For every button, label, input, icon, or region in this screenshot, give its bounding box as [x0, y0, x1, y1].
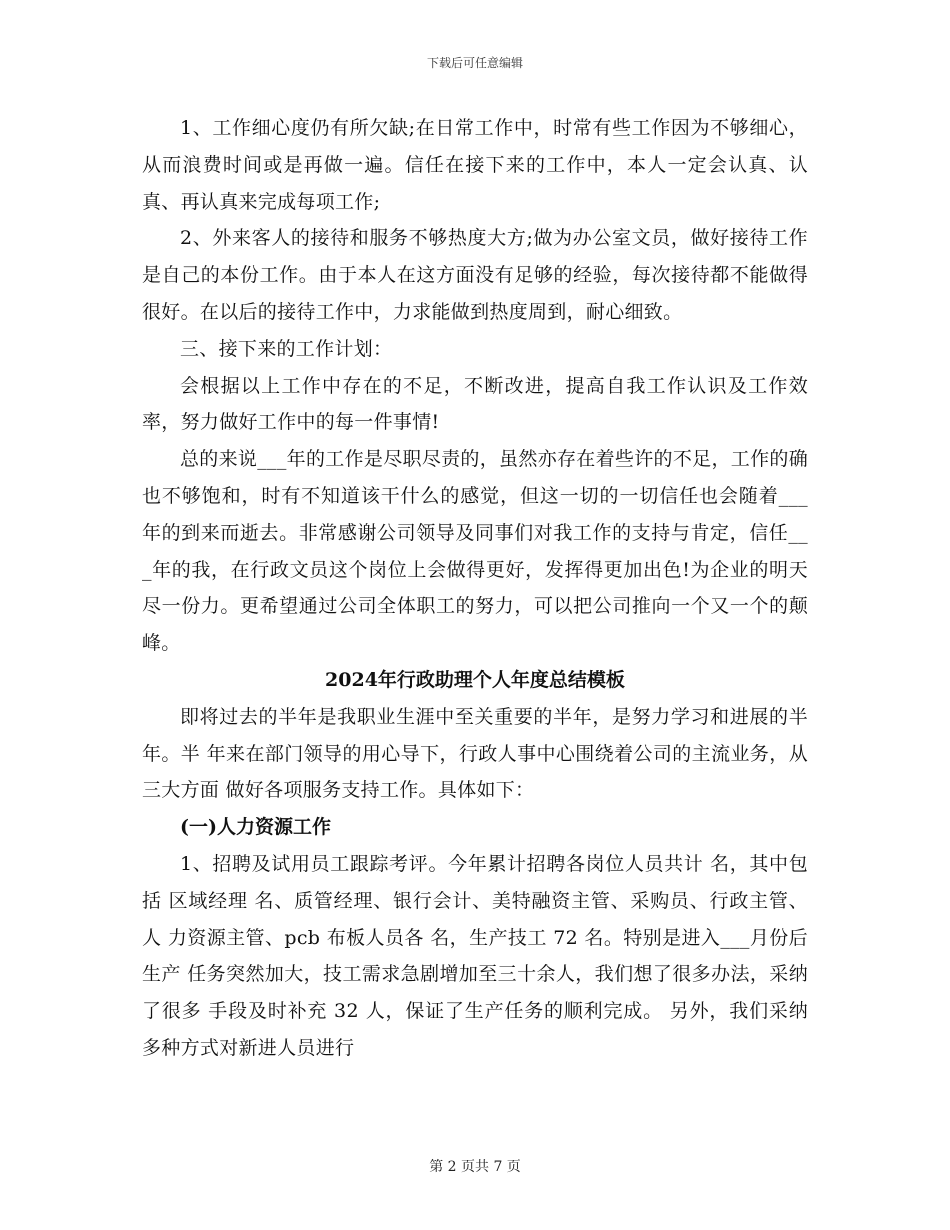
paragraph-conclusion: 总的来说___年的工作是尽职尽责的，虽然亦存在着些许的不足，工作的确也不够饱和，时有不知道该干什么的感觉，但这一切的一切信任也会随着___年的到来而逝去。非常感谢公司领导及同事们对我工作的支持与肯定，信任___年的我，在行政文员这个岗位上会做得更好，发挥得更加出色!为企业的明天尽一份力。更希望通过公司全体职工的努力，可以把公司推向一个又一个的颠峰。 [142, 448, 808, 655]
document-title: 2024年行政助理个人年度总结模板 [325, 668, 625, 691]
paragraph-recruitment: 1、招聘及试用员工跟踪考评。今年累计招聘各岗位人员共计 名，其中包括 区域经理 名、质管经理、银行会计、美特融资主管、采购员、行政主管、人 力资源主管、pcb 布板人员各 名，生产技工 72 名。特别是进入___月份后生产 任务突然加大，技工需求急剧增加至三十余人，我们想了很多办法，采纳了很多 手段及时补充 32 人，保证了生产任务的顺利完成。 另外，我们采纳多种方式对新进人员进行 [142, 852, 808, 1059]
paragraph-shortcoming-2: 2、外来客人的接待和服务不够热度大方;做为办公室文员，做好接待工作是自己的本份工作。由于本人在这方面没有足够的经验，每次接待都不能做得很好。在以后的接待工作中，力求能做到热度周到，耐心细致。 [142, 227, 808, 323]
paragraph-plan-heading: 三、接下来的工作计划： [180, 337, 393, 360]
paragraph-shortcoming-1: 1、工作细心度仍有所欠缺;在日常工作中，时常有些工作因为不够细心，从而浪费时间或是再做一遍。信任在接下来的工作中，本人一定会认真、认真、再认真来完成每项工作; [142, 117, 808, 213]
paragraph-plan: 会根据以上工作中存在的不足，不断改进，提高自我工作认识及工作效率，努力做好工作中的每一件事情! [142, 374, 808, 434]
paragraph-intro: 即将过去的半年是我职业生涯中至关重要的半年，是努力学习和进展的半年。半 年来在部门领导的用心导下，行政人事中心围绕着公司的主流业务，从三大方面 做好各项服务支持工作。具体如下： [142, 705, 808, 802]
page-footer: 第 2 页共 7 页 [429, 1159, 521, 1175]
section-heading-hr: (一)人力资源工作 [180, 816, 331, 839]
document-body [142, 110, 808, 1067]
page-header: 下载后可任意编辑 [426, 56, 523, 70]
